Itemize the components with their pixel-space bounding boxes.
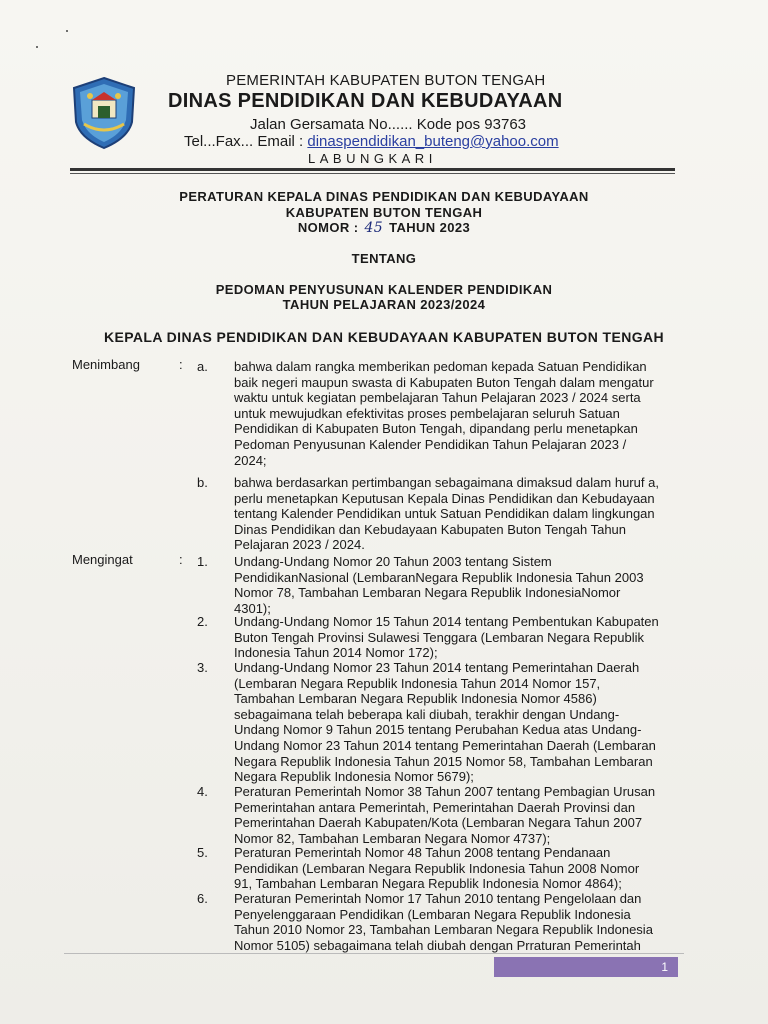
regulation-region: KABUPATEN BUTON TENGAH	[285, 205, 483, 220]
mengingat-item-1-mark: 1.	[197, 554, 208, 569]
letterhead-divider-thin	[70, 173, 675, 174]
issuing-authority: KEPALA DINAS PENDIDIKAN DAN KEBUDAYAAN KABUPATEN BUTON TENGAH	[103, 329, 665, 345]
subject-line-1: PEDOMAN PENYUSUNAN KALENDER PENDIDIKAN	[215, 282, 553, 297]
subject-line-2: TAHUN PELAJARAN 2023/2024	[282, 297, 486, 312]
text-line: Pedoman Penyusunan Kalender Pendidikan Tahun Pelajaran 2023 /	[234, 436, 627, 452]
text-line: Undang-Undang Nomor 15 Tahun 2014 tentang Pembentukan Kabupaten	[234, 614, 659, 629]
mengingat-item-2	[234, 614, 700, 661]
letterhead-divider	[70, 168, 675, 171]
mengingat-item-5	[234, 845, 700, 892]
mengingat-item-4	[234, 784, 700, 846]
nomor-label: NOMOR :	[297, 220, 359, 235]
text-line: Peraturan Pemerintah Nomor 48 Tahun 2008 tentang Pendanaan	[234, 845, 611, 860]
text-line: Indonesia Tahun 2014 Nomor 172);	[234, 645, 438, 661]
text-line: Undang-Undang Nomor 20 Tahun 2003 tentang Sistem	[234, 554, 552, 569]
text-line: sebagaimana telah beberapa kali diubah, terakhir dengan Undang-	[234, 706, 620, 722]
scan-speck	[66, 30, 68, 32]
mengingat-item-6	[234, 891, 700, 953]
page-number-bar: 1	[494, 957, 678, 977]
mengingat-item-6-mark: 6.	[197, 891, 208, 906]
text-line: Tambahan Lembaran Negara Republik Indonesia Nomor 4586)	[234, 691, 597, 707]
mengingat-item-1	[234, 554, 700, 616]
text-line: Pemerintahan Daerah Kabupaten/Kota (Lembaran Negara Tahun 2007	[234, 815, 643, 831]
text-line: 4301);	[234, 600, 271, 616]
regulation-title: PERATURAN KEPALA DINAS PENDIDIKAN DAN KEBUDAYAAN	[179, 189, 589, 204]
text-line: Negara Republik Indonesia Tahun 2015 Nomor 58, Tambahan Lembaran	[234, 753, 653, 769]
text-line: PendidikanNasional (LembaranNegara Republik Indonesia Tahun 2003	[234, 569, 644, 585]
text-line: bahwa berdasarkan pertimbangan sebagaimana dimaksud dalam huruf a,	[234, 475, 659, 490]
text-line: tentang Kalender Pendidikan untuk Satuan Pendidikan dalam lingkungan	[234, 506, 655, 522]
regulation-number	[0, 220, 768, 236]
text-line: 91, Tambahan Lembaran Negara Republik Indonesia Nomor 4864);	[234, 876, 622, 892]
regency-emblem-logo	[70, 76, 138, 150]
text-line: Nomor 5105) sebagaimana telah diubah dengan Prraturan Pemerintah	[234, 937, 641, 953]
mengingat-item-5-mark: 5.	[197, 845, 208, 860]
text-line: Dinas Pendidikan dan Kebudayaan Kabupaten Buton Tengah Tahun	[234, 521, 627, 537]
menimbang-item-a-mark: a.	[197, 359, 208, 374]
agency-address: Jalan Gersamata No...... Kode pos 93763	[250, 116, 526, 133]
mengingat-item-4-mark: 4.	[197, 784, 208, 799]
nomor-handwritten: 45	[364, 220, 384, 236]
text-line: 2024;	[234, 452, 267, 468]
text-line: Undang-Undang Nomor 23 Tahun 2014 tentang Pemerintahan Daerah	[234, 660, 640, 675]
email-link[interactable]: dinaspendidikan_buteng@yahoo.com	[307, 133, 559, 150]
text-line: Buton Tengah Provinsi Sulawesi Tenggara (Lembaran Negara Republik	[234, 629, 644, 645]
menimbang-item-b	[234, 475, 700, 553]
agency-city: LABUNGKARI	[308, 151, 437, 166]
text-line: Pemerintahan antara Pemerintah, Pemerintahan Daerah Provinsi dan	[234, 799, 636, 815]
text-line: Peraturan Pemerintah Nomor 17 Tahun 2010 tentang Pengelolaan dan	[234, 891, 642, 906]
text-line: perlu menetapkan Keputusan Kepala Dinas Pendidikan dan Kebudayaan	[234, 490, 655, 506]
mengingat-colon: :	[179, 552, 183, 567]
mengingat-label: Mengingat	[72, 552, 133, 567]
text-line: Peraturan Pemerintah Nomor 38 Tahun 2007 tentang Pembagian Urusan	[234, 784, 656, 799]
mengingat-item-2-mark: 2.	[197, 614, 208, 629]
scan-speck	[36, 46, 38, 48]
text-line: Undang Nomor 23 Tahun 2014 tentang Pemerintahan Daerah (Lembaran	[234, 737, 656, 753]
text-line: Nomor 82, Tambahan Lembaran Negara Nomor 4737);	[234, 830, 551, 846]
mengingat-item-3-mark: 3.	[197, 660, 208, 675]
text-line: bahwa dalam rangka memberikan pedoman kepada Satuan Pendidikan	[234, 359, 647, 374]
text-line: Undang Nomor 9 Tahun 2015 tentang Perubahan Kedua atas Undang-	[234, 722, 642, 738]
text-line: Negara Republik Indonesia Nomor 5679);	[234, 769, 474, 785]
government-name: PEMERINTAH KABUPATEN BUTON TENGAH	[226, 72, 546, 89]
mengingat-item-3	[234, 660, 700, 785]
contact-label: Tel...Fax... Email :	[184, 133, 308, 150]
text-line: Penyelenggaraan Pendidikan (Lembaran Negara Republik Indonesia	[234, 906, 631, 922]
tahun-label: TAHUN 2023	[389, 220, 471, 235]
text-line: Pendidikan (Lembaran Negara Republik Indonesia Tahun 2008 Nomor	[234, 860, 640, 876]
menimbang-item-a	[234, 359, 700, 468]
menimbang-label: Menimbang	[72, 357, 140, 372]
agency-name: DINAS PENDIDIKAN DAN KEBUDAYAAN	[168, 90, 563, 112]
text-line: waktu untuk kegiatan pembelajaran Tahun Pelajaran 2023 / 2024 serta	[234, 390, 641, 406]
text-line: baik negeri maupun swasta di Kabupaten Buton Tengah dalam mengatur	[234, 374, 654, 390]
menimbang-item-b-mark: b.	[197, 475, 208, 490]
menimbang-colon: :	[179, 357, 183, 372]
tentang-heading: TENTANG	[351, 251, 417, 266]
agency-contact	[184, 133, 559, 150]
text-line: untuk mewujudkan efektivitas proses pembelajaran seluruh Satuan	[234, 405, 620, 421]
text-line: Pelajaran 2023 / 2024.	[234, 537, 365, 553]
footer-divider	[64, 953, 684, 954]
text-line: Tahun 2010 Nomor 23, Tambahan Lembaran Negara Republik Indonesia	[234, 922, 653, 938]
text-line: Pendidikan di Kabupaten Buton Tengah, dipandang perlu menetapkan	[234, 421, 638, 437]
text-line: (Lembaran Negara Republik Indonesia Tahun 2014 Nomor 157,	[234, 675, 601, 691]
text-line: Nomor 78, Tambahan Lembaran Negara Republik IndonesiaNomor	[234, 585, 621, 601]
